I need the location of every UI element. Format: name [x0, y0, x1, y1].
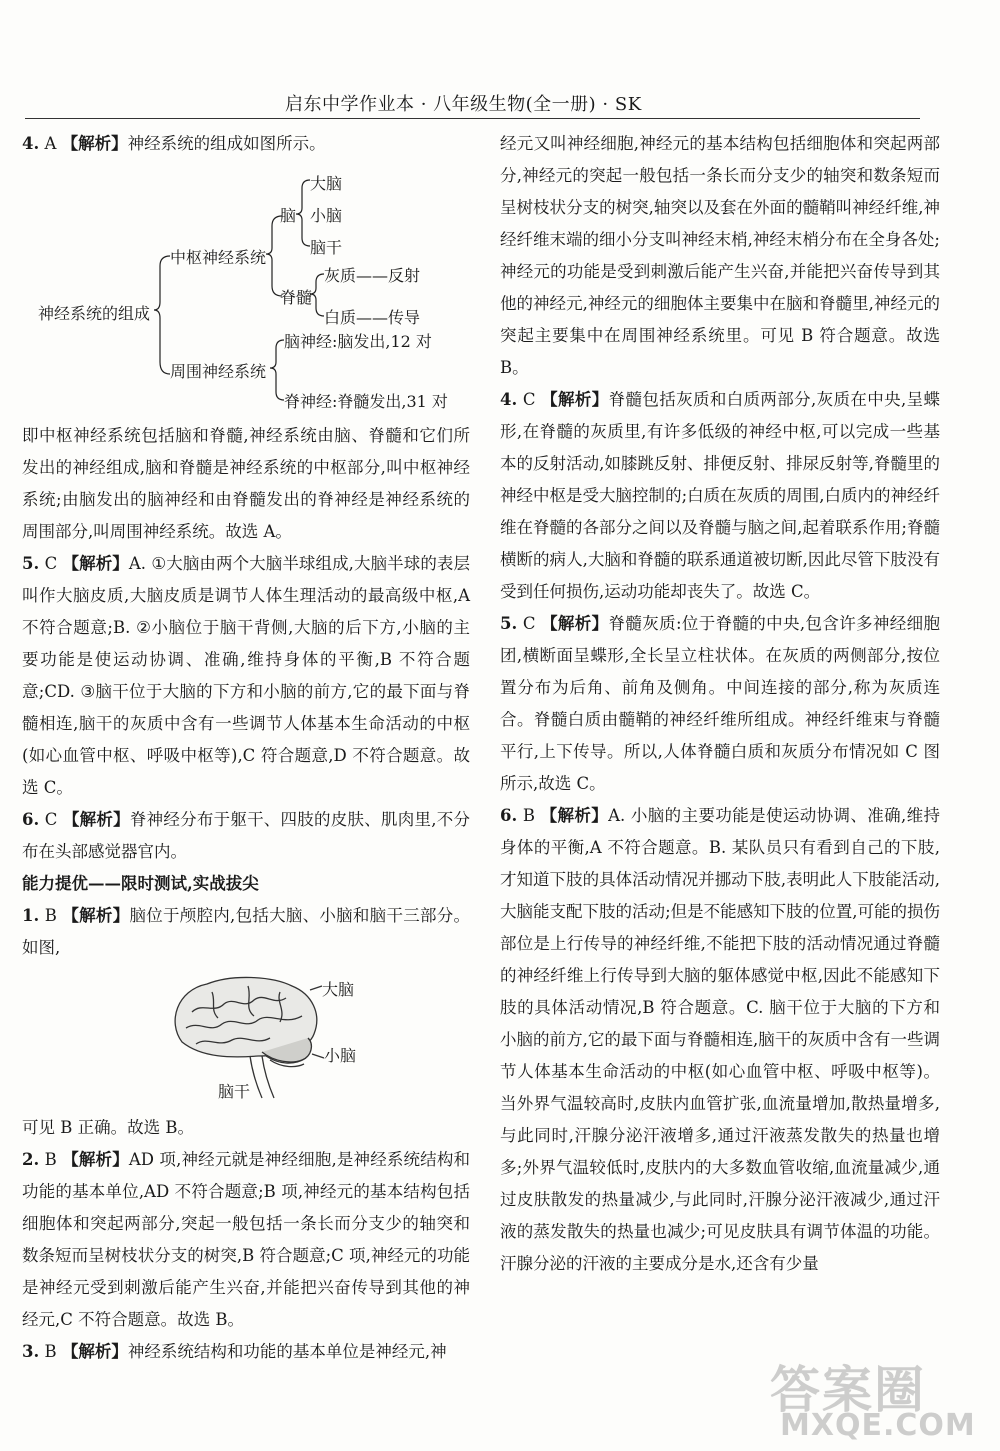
tree-brain: 脑: [280, 206, 297, 225]
answer-letter: C: [44, 554, 58, 573]
answer-5: [22, 548, 470, 804]
section-answer-5: [500, 608, 940, 800]
header-title: 启东中学作业本 · 八年级生物(全一册) · SK: [285, 94, 642, 115]
section-answer-1: [22, 900, 470, 964]
answer-text: 脊髓灰质:位于脊髓的中央,包含许多神经细胞团,横断面呈蝶形,全长呈立柱状体。在灰质的两侧部分,按位置分布为后角、前角及侧角。中间连接的部分,称为灰质连合。脊髓白质由髓鞘的神经纤维所组成。神经纤维束与脊髓平行,上下传导。所以,人体脊髓白质和灰质分布情况如 C 图所示,故选 C。: [500, 614, 940, 793]
answer-letter: B: [44, 1342, 57, 1361]
answer-letter: B: [522, 806, 535, 825]
nervous-system-tree-diagram: [22, 162, 470, 416]
answer-number: 4.: [22, 134, 40, 153]
analysis-tag: 【解析】: [62, 1150, 129, 1169]
answer-text: 脑位于颅腔内,包括大脑、小脑和脑干三部分。如图,: [22, 906, 471, 957]
tree-cerebellum: 小脑: [310, 206, 343, 225]
answer-text: A. 小脑的主要功能是使运动协调、准确,维持身体的平衡,A 不符合题意。B. 某队员只有看到自己的下肢,才知道下肢的具体活动情况并挪动下肢,表明此人下肢能活动,大脑能支配下肢的活动;但是不能感知下肢的位置,可能的损伤部位是上行传导的神经纤维,不能把下肢的活动情况通过脊髓的神经纤维上行传导到大脑的躯体感觉中枢,因此不能感知下肢的具体活动情况,B 符合题意。C. 脑干位于大脑的下方和小脑的前方,它的最下面与脊髓相连,脑干的灰质中含有一些调节人体基本生命活动的中枢(如心血管中枢、呼吸中枢等)。当外界气温较高时,皮肤内血管扩张,血流量增加,散热量增多,与此同时,汗腺分泌汗液增多,通过汗液蒸发散失的热量也增多;外界气温较低时,皮肤内的大多数血管收缩,血流量减少,通过皮肤散发的热量减少,与此同时,汗腺分泌汗液减少,通过汗液的蒸发散失的热量也减少;可见皮肤具有调节体温的功能。汗腺分泌的汗液的主要成分是水,还含有少量: [500, 806, 940, 1273]
answer-letter: B: [44, 906, 57, 925]
section-answer-2: [22, 1144, 470, 1336]
answer-number: 4.: [500, 390, 518, 409]
analysis-tag: 【解析】: [61, 134, 128, 153]
answer-letter: B: [44, 1150, 57, 1169]
analysis-tag: 【解析】: [540, 806, 609, 825]
tree-white-matter: 白质——传导: [324, 308, 421, 327]
analysis-tag: 【解析】: [62, 810, 130, 829]
answer-number: 2.: [22, 1150, 40, 1169]
answer-number: 5.: [22, 554, 40, 573]
tree-spinal-nerve: 脊神经:脊髓发出,31 对: [284, 392, 448, 411]
tree-central: 中枢神经系统: [170, 248, 267, 267]
tree-peripheral: 周围神经系统: [170, 362, 267, 381]
brain-figure: [22, 964, 470, 1112]
tree-root: 神经系统的组成: [38, 304, 151, 323]
answer-number: 6.: [22, 810, 40, 829]
answer-text: 神经系统结构和功能的基本单位是神经元,神: [127, 1342, 447, 1361]
tree-cranial-nerve: 脑神经:脑发出,12 对: [284, 332, 432, 351]
label-cerebrum: 大脑: [322, 980, 355, 999]
answer-number: 3.: [22, 1342, 40, 1361]
watermark-logo: [770, 1350, 990, 1445]
answer-letter: C: [44, 810, 58, 829]
left-column: [22, 128, 470, 1368]
answer-text: 脊神经分布于躯干、四肢的皮肤、肌肉里,不分布在头部感觉器官内。: [22, 810, 471, 861]
tree-brainstem: 脑干: [310, 238, 343, 257]
answer-letter: C: [522, 614, 536, 633]
label-cerebellum: 小脑: [324, 1046, 357, 1065]
answer-text: 神经系统的组成如图所示。: [127, 134, 326, 153]
answer-letter: C: [522, 390, 536, 409]
analysis-tag: 【解析】: [62, 906, 130, 925]
answer-number: 6.: [500, 806, 518, 825]
answer-6: [22, 804, 470, 868]
label-brainstem: 脑干: [218, 1082, 251, 1101]
section-heading: 能力提优——限时测试,实战拔尖: [22, 874, 259, 893]
answer-text: A. ①大脑由两个大脑半球组成,大脑半球的表层叫作大脑皮质,大脑皮质是调节人体生理活动的最高级中枢,A 不符合题意;B. ②小脑位于脑干背侧,大脑的后下方,小脑的主要功能是使运动协调、准确,维持身体的平衡,B 不符合题意;CD. ③脑干位于大脑的下方和小脑的前方,它的最下面与脊髓相连,脑干的灰质中含有一些调节人体基本生命活动的中枢(如心血管中枢、呼吸中枢等),C 符合题意,D 不符合题意。故选 C。: [22, 554, 471, 797]
watermark-text-cn: 答案圈: [770, 1361, 926, 1419]
answer-4-explanation: 即中枢神经系统包括脑和脊髓,神经系统由脑、脊髓和它们所发出的神经组成,脑和脊髓是神经系统的中枢部分,叫中枢神经系统;由脑发出的脑神经和由脊髓发出的脊神经是神经系统的周围部分,叫周围神经系统。故选 A。: [22, 426, 470, 541]
section-answer-1-conclusion: 可见 B 正确。故选 B。: [22, 1118, 194, 1137]
answer-text: AD 项,神经元就是神经细胞,是神经系统结构和功能的基本单位,AD 不符合题意;B 项,神经元的基本结构包括细胞体和突起两部分,突起一般包括一条长而分支少的轴突和数条短而呈树枝状分支的树突,B 符合题意;C 项,神经元的功能是神经元受到刺激后能产生兴奋,并能把兴奋传导到其他的神经元,C 不符合题意。故选 B。: [22, 1150, 471, 1329]
watermark-text-en: MXQE.COM: [780, 1408, 976, 1443]
header-rule: [25, 118, 920, 119]
section-answer-6: [500, 800, 940, 1280]
tree-spinal-cord: 脊髓: [280, 288, 313, 307]
tree-cerebrum: 大脑: [310, 174, 343, 193]
analysis-tag: 【解析】: [541, 390, 609, 409]
answer-letter: A: [44, 134, 57, 153]
section-answer-3-continued: 经元又叫神经细胞,神经元的基本结构包括细胞体和突起两部分,神经元的突起一般包括一条长而分支少的轴突和数条短而呈树枝状分支的树突,轴突以及套在外面的髓鞘叫神经纤维,神经纤维末端的细小分支叫神经末梢,神经末梢分布在全身各处;神经元的功能是受到刺激后能产生兴奋,并能把兴奋传导到其他的神经元,神经元的细胞体主要集中在脑和脊髓里,神经元的突起主要集中在周围神经系统里。可见 B 符合题意。故选 B。: [500, 134, 940, 377]
analysis-tag: 【解析】: [541, 614, 609, 633]
analysis-tag: 【解析】: [61, 1342, 128, 1361]
answer-text: 脊髓包括灰质和白质两部分,灰质在中央,呈蝶形,在脊髓的灰质里,有许多低级的神经中枢,可以完成一些基本的反射活动,如膝跳反射、排便反射、排尿反射等,脊髓里的神经中枢是受大脑控制的;白质在灰质的周围,白质内的神经纤维在脊髓的各部分之间以及脊髓与脑之间,起着联系作用;脊髓横断的病人,大脑和脊髓的联系通道被切断,因此尽管下肢没有受到任何损伤,运动功能却丧失了。故选 C。: [500, 390, 940, 601]
section-answer-4: [500, 384, 940, 608]
answer-number: 1.: [22, 906, 40, 925]
answer-number: 5.: [500, 614, 518, 633]
section-answer-3: [22, 1336, 470, 1368]
answer-4: [22, 128, 470, 160]
tree-gray-matter: 灰质——反射: [324, 266, 421, 285]
right-column: [500, 128, 940, 1280]
page-header: [0, 88, 1000, 128]
analysis-tag: 【解析】: [62, 554, 129, 573]
